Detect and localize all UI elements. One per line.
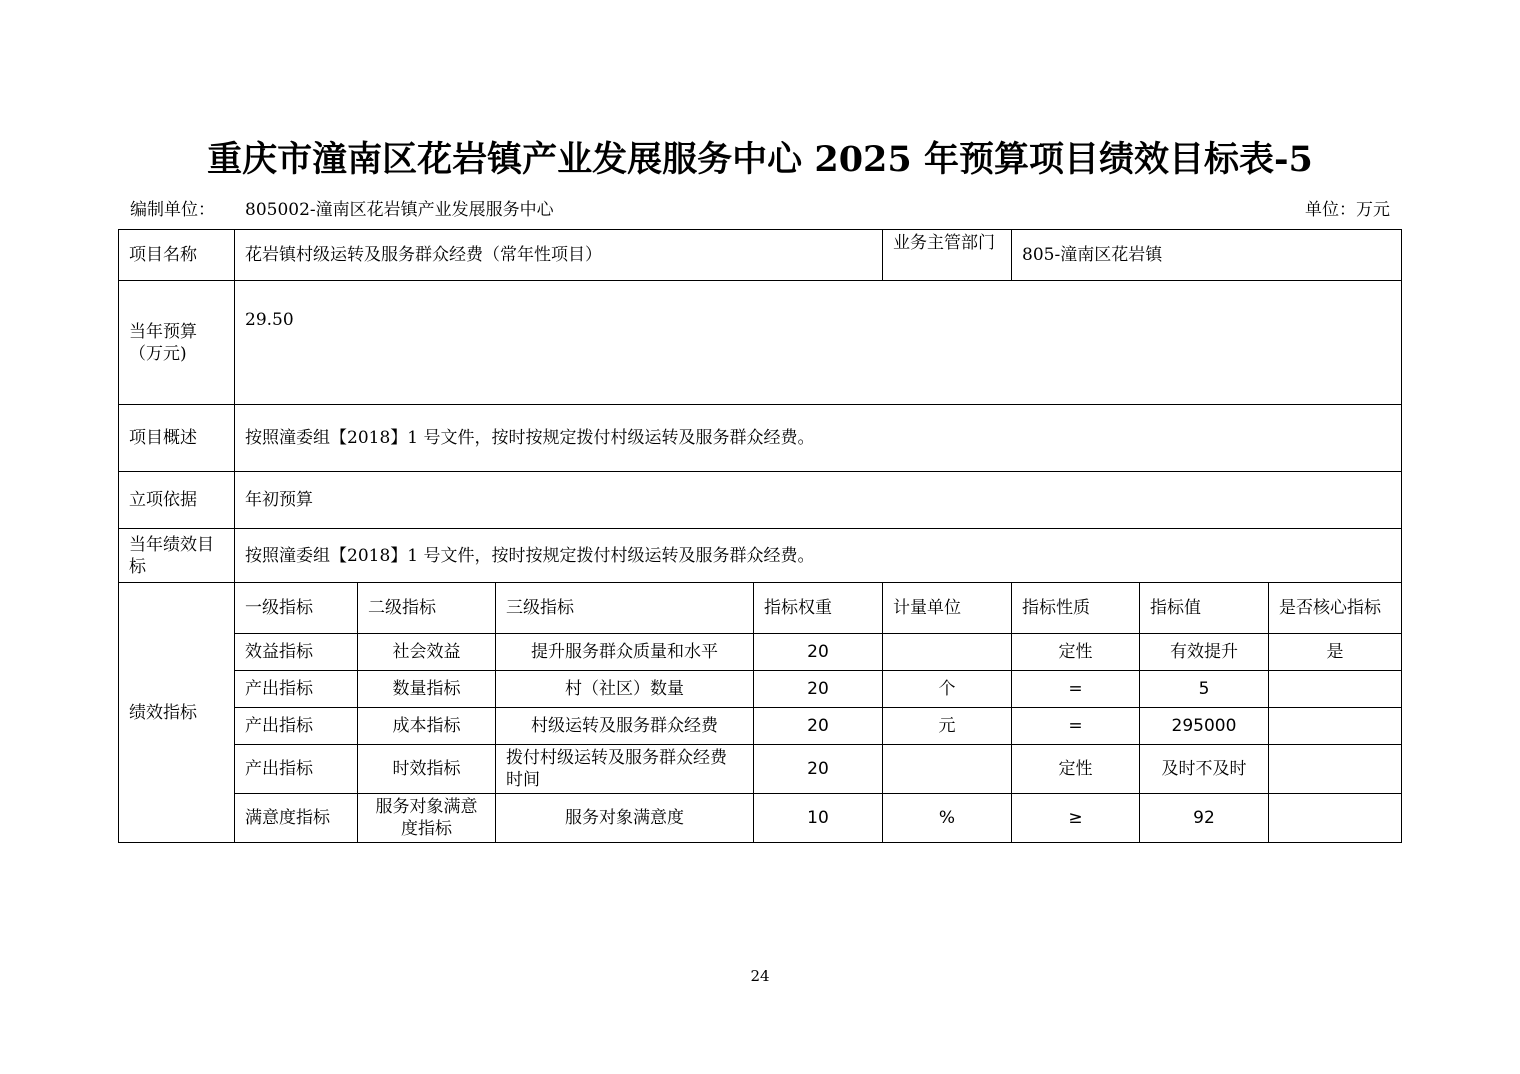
cell-weight: 20 xyxy=(754,671,883,708)
table-row xyxy=(119,634,1402,671)
header-nature: 指标性质 xyxy=(1012,583,1140,634)
project-name-label: 项目名称 xyxy=(119,230,235,281)
header-value: 指标值 xyxy=(1140,583,1269,634)
budget-row xyxy=(119,281,1402,405)
cell-nature: = xyxy=(1012,708,1140,745)
cell-weight: 20 xyxy=(754,634,883,671)
indicator-header-row xyxy=(119,583,1402,634)
cell-level1: 产出指标 xyxy=(235,708,358,745)
cell-level2: 数量指标 xyxy=(358,671,496,708)
table-row xyxy=(119,671,1402,708)
cell-level1: 产出指标 xyxy=(235,745,358,794)
cell-level1: 产出指标 xyxy=(235,671,358,708)
cell-level3: 村（社区）数量 xyxy=(496,671,754,708)
org-label: 编制单位： xyxy=(130,200,215,220)
cell-value: 及时不及时 xyxy=(1140,745,1269,794)
cell-unit: 元 xyxy=(883,708,1012,745)
overview-row xyxy=(119,405,1402,472)
page-title: 重庆市潼南区花岩镇产业发展服务中心 2025 年预算项目绩效目标表-5 xyxy=(207,139,1313,180)
dept-value: 805-潼南区花岩镇 xyxy=(1012,230,1402,281)
cell-core xyxy=(1269,708,1402,745)
page-number: 24 xyxy=(750,967,770,985)
cell-level3: 拨付村级运转及服务群众经费时间 xyxy=(496,745,754,794)
cell-nature: = xyxy=(1012,671,1140,708)
goal-value: 按照潼委组【2018】1 号文件，按时按规定拨付村级运转及服务群众经费。 xyxy=(235,529,1402,583)
cell-level2: 服务对象满意度指标 xyxy=(358,794,496,843)
cell-nature: 定性 xyxy=(1012,634,1140,671)
cell-weight: 10 xyxy=(754,794,883,843)
budget-label: 当年预算（万元) xyxy=(119,281,235,405)
cell-unit: 个 xyxy=(883,671,1012,708)
cell-value: 92 xyxy=(1140,794,1269,843)
cell-value: 5 xyxy=(1140,671,1269,708)
cell-unit xyxy=(883,745,1012,794)
cell-core: 是 xyxy=(1269,634,1402,671)
cell-level2: 时效指标 xyxy=(358,745,496,794)
header-weight: 指标权重 xyxy=(754,583,883,634)
table-row xyxy=(119,794,1402,843)
goal-label: 当年绩效目标 xyxy=(119,529,235,583)
cell-core xyxy=(1269,671,1402,708)
cell-value: 有效提升 xyxy=(1140,634,1269,671)
header-unit: 计量单位 xyxy=(883,583,1012,634)
header-core: 是否核心指标 xyxy=(1269,583,1402,634)
overview-label: 项目概述 xyxy=(119,405,235,472)
cell-level3: 村级运转及服务群众经费 xyxy=(496,708,754,745)
basis-value: 年初预算 xyxy=(235,472,1402,529)
cell-weight: 20 xyxy=(754,708,883,745)
cell-weight: 20 xyxy=(754,745,883,794)
project-name-row xyxy=(119,230,1402,281)
table-row xyxy=(119,745,1402,794)
cell-level2: 成本指标 xyxy=(358,708,496,745)
indicator-section-label: 绩效指标 xyxy=(119,583,235,843)
cell-core xyxy=(1269,794,1402,843)
header-level3: 三级指标 xyxy=(496,583,754,634)
cell-nature: ≥ xyxy=(1012,794,1140,843)
project-name-value: 花岩镇村级运转及服务群众经费（常年性项目） xyxy=(235,230,883,281)
cell-value: 295000 xyxy=(1140,708,1269,745)
basis-label: 立项依据 xyxy=(119,472,235,529)
header-level2: 二级指标 xyxy=(358,583,496,634)
cell-unit: % xyxy=(883,794,1012,843)
cell-level2: 社会效益 xyxy=(358,634,496,671)
cell-core xyxy=(1269,745,1402,794)
table-row xyxy=(119,708,1402,745)
budget-value: 29.50 xyxy=(235,281,1402,405)
overview-value: 按照潼委组【2018】1 号文件，按时按规定拨付村级运转及服务群众经费。 xyxy=(235,405,1402,472)
cell-level1: 效益指标 xyxy=(235,634,358,671)
cell-level3: 提升服务群众质量和水平 xyxy=(496,634,754,671)
goal-row xyxy=(119,529,1402,583)
cell-level1: 满意度指标 xyxy=(235,794,358,843)
cell-level3: 服务对象满意度 xyxy=(496,794,754,843)
cell-nature: 定性 xyxy=(1012,745,1140,794)
header-level1: 一级指标 xyxy=(235,583,358,634)
org-value: 805002-潼南区花岩镇产业发展服务中心 xyxy=(245,200,554,220)
unit-label: 单位：万元 xyxy=(1305,200,1390,220)
dept-label: 业务主管部门 xyxy=(883,230,1012,281)
basis-row xyxy=(119,472,1402,529)
cell-unit xyxy=(883,634,1012,671)
performance-table xyxy=(118,229,1402,843)
